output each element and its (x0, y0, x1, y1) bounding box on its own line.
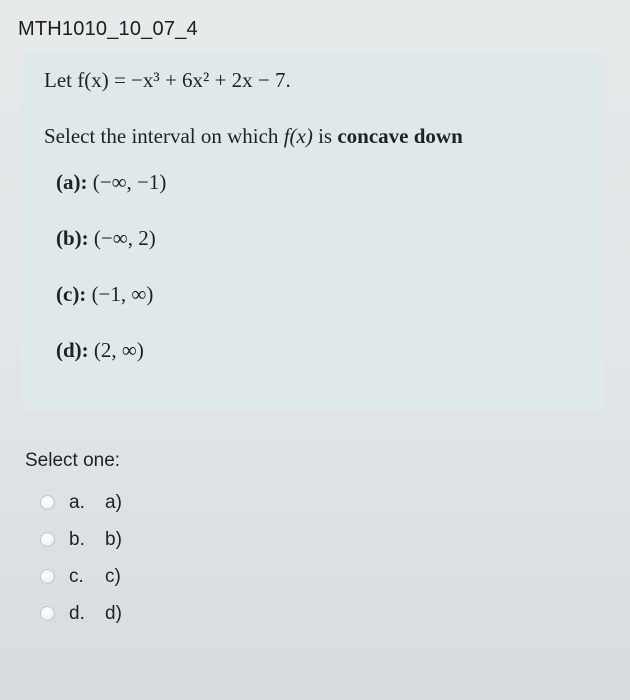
choice-interval: (−∞, 2) (93, 226, 156, 250)
answer-letter: d. (69, 602, 85, 624)
choice-c (56, 282, 166, 338)
choice-tag: (d): (56, 338, 89, 362)
radio-button-a[interactable] (40, 495, 55, 510)
select-one-label: Select one: (25, 450, 121, 471)
instruction-is: is (312, 124, 338, 148)
answer-options (40, 484, 122, 632)
problem-instruction (44, 124, 463, 149)
answer-text: d) (105, 602, 122, 624)
answer-text: b) (105, 528, 122, 550)
answer-text: c) (105, 565, 121, 587)
choice-interval: (2, ∞) (93, 338, 144, 362)
answer-letter: b. (69, 528, 85, 550)
choice-interval: (−1, ∞) (91, 282, 154, 306)
radio-button-c[interactable] (40, 569, 55, 584)
choice-tag: (c): (56, 282, 87, 306)
instruction-prefix: Select the interval on which (44, 124, 284, 148)
choice-list (56, 170, 166, 394)
instruction-emphasis: concave down (337, 124, 463, 148)
answer-text: a) (105, 491, 122, 513)
radio-button-b[interactable] (40, 532, 55, 547)
problem-panel (22, 52, 605, 410)
answer-option-a[interactable] (40, 484, 122, 521)
answer-letter: a. (69, 491, 85, 513)
choice-tag: (b): (56, 226, 89, 250)
choice-b (56, 226, 166, 282)
answer-option-c[interactable] (40, 558, 122, 595)
instruction-function: f(x) (283, 124, 313, 148)
answer-option-d[interactable] (40, 595, 122, 632)
choice-d (56, 338, 166, 394)
radio-button-d[interactable] (40, 606, 55, 621)
choice-tag: (a): (56, 170, 88, 194)
answer-option-b[interactable] (40, 521, 122, 558)
choice-interval: (−∞, −1) (92, 170, 167, 194)
answer-letter: c. (69, 565, 84, 587)
question-title: MTH1010_10_07_4 (18, 18, 198, 40)
choice-a (56, 170, 166, 226)
problem-prompt: Let f(x) = −x³ + 6x² + 2x − 7. (44, 68, 291, 92)
